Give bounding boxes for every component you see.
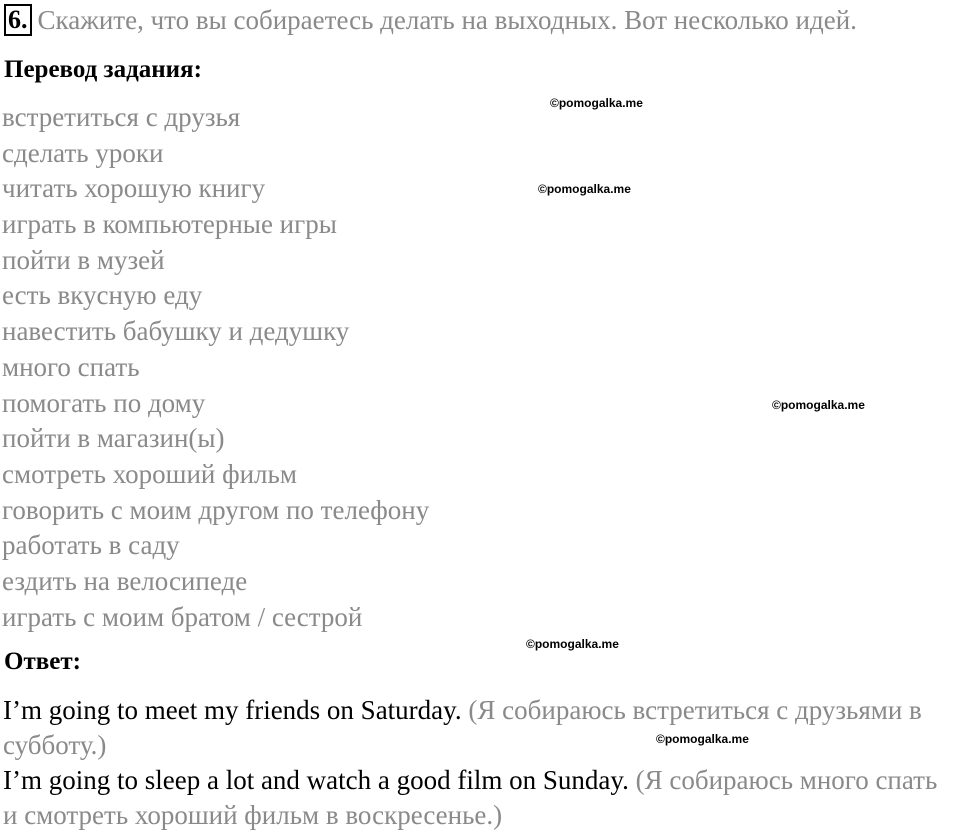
idea-item: смотреть хороший фильм	[2, 458, 297, 489]
idea-item: пойти в музей	[2, 244, 165, 275]
task-header	[4, 2, 857, 38]
watermark: ©pomogalka.me	[526, 637, 619, 651]
idea-item: ездить на велосипеде	[2, 565, 248, 596]
answer-heading: Ответ:	[4, 648, 81, 675]
idea-item: говорить с моим другом по телефону	[2, 494, 430, 525]
answer-sentence	[3, 693, 958, 763]
watermark: ©pomogalka.me	[538, 182, 631, 196]
idea-item: навестить бабушку и дедушку	[2, 316, 350, 347]
idea-item: сделать уроки	[2, 137, 164, 168]
idea-item: читать хорошую книгу	[2, 173, 266, 204]
watermark: ©pomogalka.me	[550, 96, 643, 110]
idea-item: помогать по дому	[2, 387, 206, 418]
watermark: ©pomogalka.me	[772, 398, 865, 412]
idea-item: играть с моим братом / сестрой	[2, 601, 363, 632]
idea-item: есть вкусную еду	[2, 280, 203, 311]
idea-item: пойти в магазин(ы)	[2, 423, 225, 454]
ideas-list	[2, 100, 429, 635]
watermark: ©pomogalka.me	[656, 732, 749, 746]
idea-item: играть в компьютерные игры	[2, 209, 337, 240]
idea-item: много спать	[2, 351, 140, 382]
answers-block	[3, 693, 958, 833]
translation-heading: Перевод задания:	[4, 56, 202, 83]
answer-russian: (Я собираюсь много спать и смотреть хороший фильм в воскресенье.)	[3, 765, 938, 830]
idea-item: встретиться с друзья	[2, 102, 241, 132]
answer-sentence	[3, 763, 958, 833]
answer-english: I’m going to meet my friends on Saturday.	[3, 695, 462, 725]
idea-item: работать в саду	[2, 530, 180, 561]
task-instruction: Скажите, что вы собираетесь делать на выходных. Вот несколько идей.	[37, 4, 857, 35]
answer-english: I’m going to sleep a lot and watch a good film on Sunday.	[3, 765, 629, 795]
task-number: 6.	[4, 4, 32, 36]
answer-russian: (Я собираюсь встретиться с друзьями в субботу.)	[3, 695, 922, 760]
